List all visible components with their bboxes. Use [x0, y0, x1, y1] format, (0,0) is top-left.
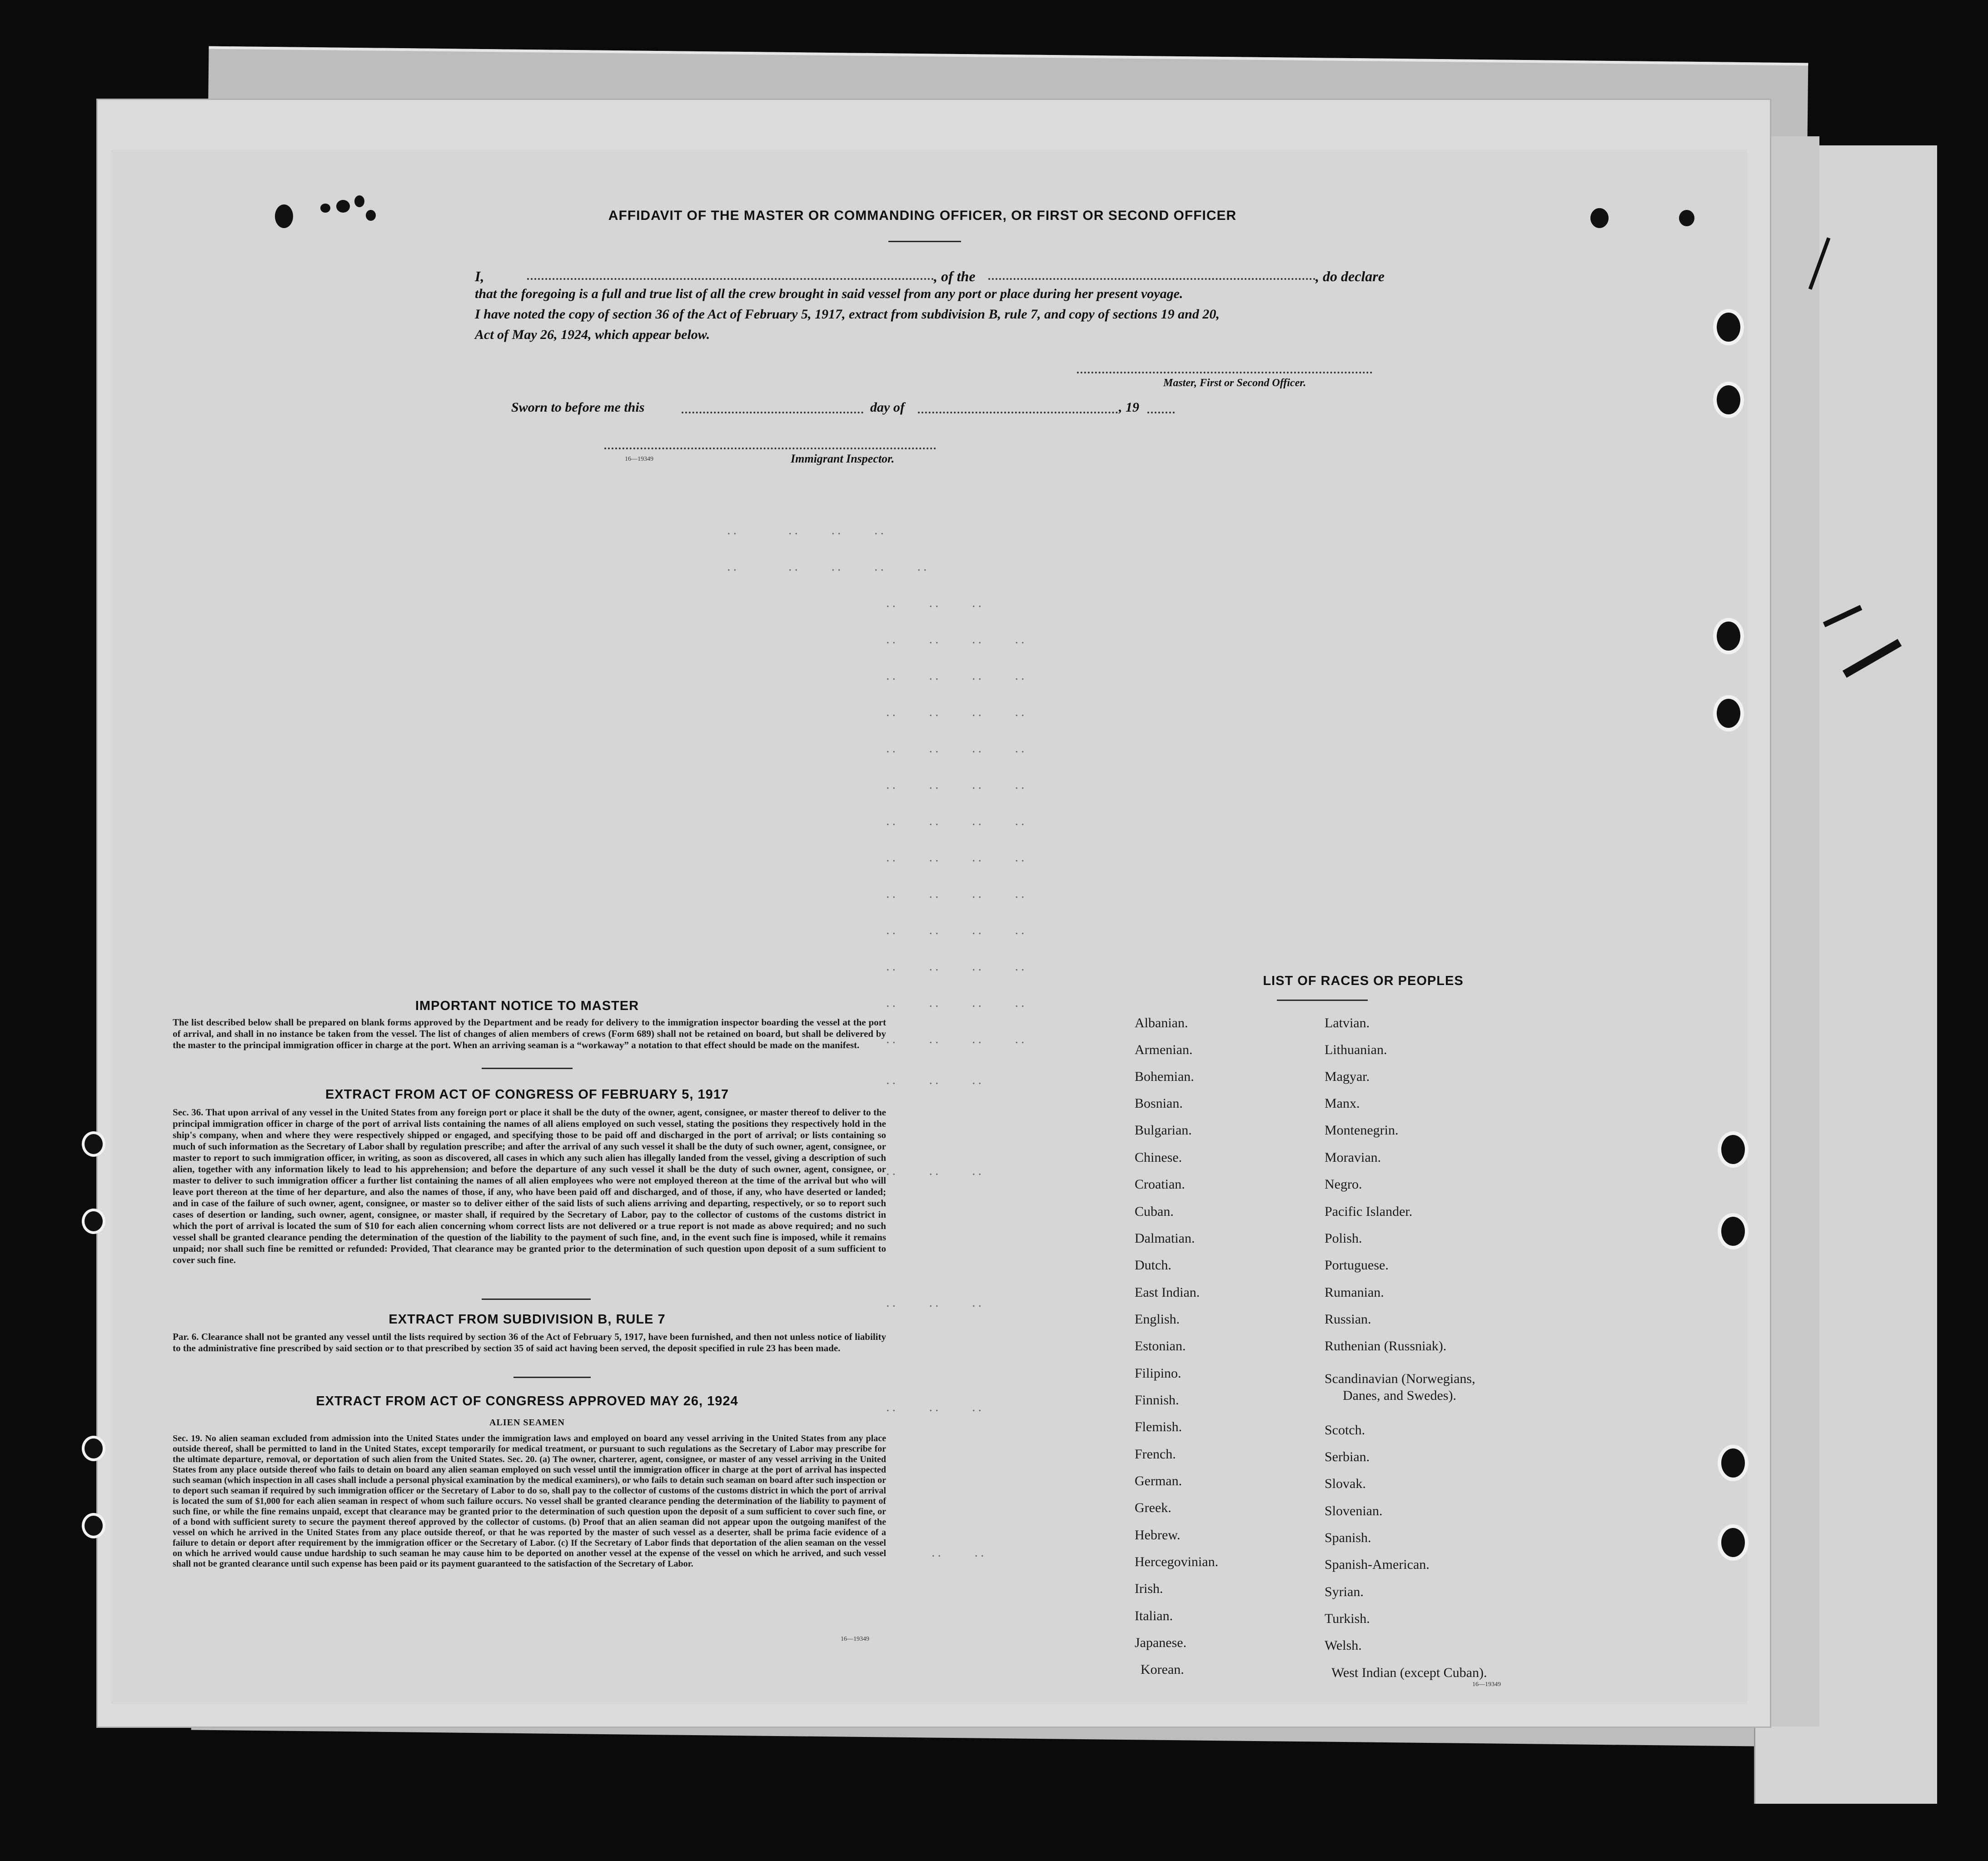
- show-through: .. .. ..: [886, 1163, 984, 1178]
- punch-hole-icon: [1718, 1445, 1749, 1481]
- signature-field[interactable]: [1077, 372, 1372, 373]
- race-item: Manx.: [1325, 1096, 1360, 1111]
- affidavit-text-line: I have noted the copy of section 36 of the Act of February 5, 1917, extract from subdivision B, rule 7, and copy of sections 19 and 20,: [475, 307, 1220, 322]
- notice-heading: IMPORTANT NOTICE TO MASTER: [415, 999, 639, 1013]
- affidavit-title: AFFIDAVIT OF THE MASTER OR COMMANDING OFFICER, OR FIRST OR SECOND OFFICER: [608, 208, 1237, 223]
- punch-hole-icon: [82, 1436, 105, 1461]
- ink-blot: [1590, 208, 1609, 228]
- race-item: Magyar.: [1325, 1069, 1370, 1084]
- divider: [888, 241, 961, 242]
- show-through: .. .. .. ..: [727, 522, 887, 537]
- race-item: Armenian.: [1135, 1042, 1193, 1057]
- race-item: English.: [1135, 1312, 1180, 1327]
- race-item: Portuguese.: [1325, 1258, 1389, 1273]
- race-item: Bulgarian.: [1135, 1123, 1192, 1138]
- race-item: Latvian.: [1325, 1015, 1370, 1030]
- race-item: Chinese.: [1135, 1150, 1182, 1165]
- ink-blot: [1679, 210, 1694, 226]
- form-number: 16—19349: [1472, 1681, 1501, 1688]
- race-item: Filipino.: [1135, 1366, 1181, 1381]
- race-item: French.: [1135, 1447, 1176, 1462]
- divider: [482, 1068, 573, 1069]
- name-field[interactable]: [527, 278, 934, 280]
- sworn-day-field[interactable]: [682, 412, 863, 413]
- race-item: Serbian.: [1325, 1449, 1370, 1464]
- race-item: East Indian.: [1135, 1285, 1200, 1300]
- show-through: .. .. .. ..: [886, 995, 1027, 1010]
- race-item: Finnish.: [1135, 1393, 1179, 1408]
- show-through: .. .. ..: [886, 1295, 984, 1310]
- race-item: Spanish.: [1325, 1530, 1371, 1545]
- extract-1924-body: Sec. 19. No alien seaman excluded from admission into the United States under the immigration laws and employed on board any vessel arriving in the United States from any place outside thereof, shall be permitted to land in the United States, except temporarily for medical treatment, or pursuant to such regulations as the Secretary of Labor may prescribe for the ultimate departure, removal, or deportation of such alien from the United States. Sec. 20. (a) The owner, charterer, agent, consignee, or master of any vessel arriving in the United States from any place outside thereof who fails to detain on board any alien seaman employed on such vessel until the immigration officer in charge at the port of arrival has inspected such seaman (which inspection in all cases shall include a personal physical examination by the medical examiners), or who fails to detain such seaman on board after such inspection or to deport such seaman if required by such immigration officer or the Secretary of Labor to do so, shall pay to the collector of customs of the customs district in which the port of arrival is located the sum of $1,000 for each alien seaman in respect of whom such failure occurs. No vessel shall be granted clearance pending the determination of the liability to payment of such fine, or while the fine remains unpaid, except that clearance may be granted prior to the determination of such question upon the deposit of a sum sufficient to cover such fine, or of a bond with sufficient surety to secure the payment thereof approved by the collector of customs. (b) Proof that an alien seaman did not appear upon the outgoing manifest of the vessel on which he arrived in the United States from any place outside thereof, or that he was reported by the master of such vessel as a deserter, shall be prima facie evidence of a failure to detain or deport after requirement by the immigration officer or the Secretary of Labor. (c) If the Secretary of Labor finds that deportation of the alien seaman on the vessel on which he arrived would cause undue hardship to such seaman he may cause him to be deported on another vessel at the expense of the vessel on which he arrived, and such vessel shall not be granted clearance until such expense has been paid or its payment guaranteed to the satisfaction of the Secretary of Labor.: [173, 1433, 886, 1569]
- day-of-label: day of: [870, 400, 905, 415]
- race-item: Pacific Islander.: [1325, 1204, 1413, 1219]
- race-item: Russian.: [1325, 1312, 1371, 1327]
- race-item: Syrian.: [1325, 1584, 1364, 1599]
- extract-rule7-heading: EXTRACT FROM SUBDIVISION B, RULE 7: [389, 1312, 666, 1327]
- show-through: .. ..: [932, 1545, 987, 1560]
- race-item: Welsh.: [1325, 1638, 1362, 1653]
- race-item: Scandinavian (Norwegians,: [1325, 1371, 1475, 1386]
- race-item: Scotch.: [1325, 1423, 1365, 1438]
- race-item: Polish.: [1325, 1231, 1362, 1246]
- form-number: 16—19349: [625, 456, 653, 463]
- year-label: , 19: [1119, 400, 1139, 415]
- affidavit-of: , of the: [934, 268, 976, 284]
- show-through: .. .. .. ..: [886, 959, 1027, 974]
- race-item: Moravian.: [1325, 1150, 1381, 1165]
- show-through: .. .. .. ..: [886, 632, 1027, 647]
- race-item: Bohemian.: [1135, 1069, 1194, 1084]
- punch-hole-icon: [82, 1131, 105, 1157]
- ink-blot: [275, 204, 293, 228]
- show-through: .. .. .. ..: [886, 886, 1027, 901]
- ink-blot: [320, 204, 330, 213]
- punch-hole-icon: [1713, 618, 1744, 654]
- race-item: Irish.: [1135, 1581, 1163, 1596]
- affidavit-declare: , do declare: [1315, 268, 1385, 284]
- race-item: Greek.: [1135, 1500, 1171, 1515]
- extract-rule7-body: Par. 6. Clearance shall not be granted any vessel until the lists required by section 36 of the Act of February 5, 1917, have been furnished, and then not unless notice of liability to the administrative fine prescribed by said section or to that prescribed by section 35 of said act having been served, the deposit specified in rule 23 has been made.: [173, 1331, 886, 1353]
- ink-blot: [336, 200, 350, 213]
- extract-1917-heading: EXTRACT FROM ACT OF CONGRESS OF FEBRUARY 5, 1917: [325, 1087, 729, 1102]
- race-item: Slovenian.: [1325, 1503, 1383, 1518]
- races-heading: LIST OF RACES OR PEOPLES: [1263, 974, 1464, 988]
- punch-hole-icon: [1713, 695, 1744, 731]
- affidavit-text-line: that the foregoing is a full and true list of all the crew brought in said vessel from any port or place during her present voyage.: [475, 286, 1183, 301]
- show-through: .. .. .. .. ..: [727, 559, 930, 574]
- race-item: Danes, and Swedes).: [1343, 1388, 1456, 1403]
- show-through: .. .. .. ..: [886, 741, 1027, 756]
- affidavit-i: I,: [475, 268, 484, 284]
- race-item: Slovak.: [1325, 1476, 1366, 1491]
- punch-hole-icon: [82, 1209, 105, 1234]
- race-item: Korean.: [1141, 1662, 1184, 1677]
- extract-1924-heading: EXTRACT FROM ACT OF CONGRESS APPROVED MAY 26, 1924: [316, 1394, 738, 1408]
- punch-hole-icon: [1713, 309, 1744, 345]
- race-item: Cuban.: [1135, 1204, 1174, 1219]
- punch-hole-icon: [1718, 1524, 1749, 1561]
- race-item: Turkish.: [1325, 1611, 1370, 1626]
- show-through: .. .. .. ..: [886, 1031, 1027, 1046]
- race-item: Croatian.: [1135, 1177, 1185, 1192]
- vessel-field[interactable]: [988, 278, 1315, 280]
- sworn-month-field[interactable]: [918, 412, 1118, 413]
- punch-hole-icon: [1718, 1131, 1749, 1168]
- divider: [513, 1377, 591, 1378]
- race-item: Lithuanian.: [1325, 1042, 1387, 1057]
- ink-blot: [354, 195, 364, 207]
- race-item: Flemish.: [1135, 1419, 1182, 1434]
- sworn-label: Sworn to before me this: [511, 400, 645, 415]
- form-number: 16—19349: [841, 1636, 869, 1642]
- punch-hole-icon: [82, 1513, 105, 1538]
- show-through: .. .. ..: [886, 1399, 984, 1414]
- race-item: West Indian (except Cuban).: [1331, 1665, 1487, 1680]
- sworn-year-field[interactable]: [1147, 412, 1175, 413]
- race-item: Ruthenian (Russniak).: [1325, 1339, 1447, 1353]
- show-through: .. .. .. ..: [886, 922, 1027, 937]
- race-item: Dutch.: [1135, 1258, 1171, 1273]
- race-item: Estonian.: [1135, 1339, 1186, 1353]
- race-item: Bosnian.: [1135, 1096, 1183, 1111]
- affidavit-text-line: Act of May 26, 1924, which appear below.: [475, 327, 710, 342]
- ink-blot: [366, 210, 376, 221]
- race-item: Montenegrin.: [1325, 1123, 1399, 1138]
- show-through: .. .. .. ..: [886, 850, 1027, 865]
- punch-hole-icon: [1718, 1213, 1749, 1249]
- alien-seamen-subheading: ALIEN SEAMEN: [489, 1418, 565, 1428]
- show-through: .. .. .. ..: [886, 777, 1027, 792]
- race-item: Italian.: [1135, 1608, 1173, 1623]
- show-through: .. .. .. ..: [886, 704, 1027, 719]
- inspector-signature-field[interactable]: [604, 448, 936, 449]
- race-item: Japanese.: [1135, 1635, 1187, 1650]
- race-item: Spanish-American.: [1325, 1557, 1430, 1572]
- show-through: .. .. .. ..: [886, 813, 1027, 828]
- divider: [482, 1299, 591, 1300]
- show-through: .. .. ..: [886, 1072, 984, 1087]
- race-item: Negro.: [1325, 1177, 1362, 1192]
- show-through: .. .. ..: [886, 595, 984, 610]
- race-item: German.: [1135, 1473, 1182, 1488]
- notice-body: The list described below shall be prepared on blank forms approved by the Department and be ready for delivery to the immigration inspector boarding the vessel at the port of arrival, and shall in no instance be taken from the vessel. The list of changes of alien members of crews (Form 689) shall not be retained on board, but shall be delivered by the master to the principal immigration officer in charge at the port. When an arriving seaman is a “workaway” a notation to that effect should be made on the manifest.: [173, 1017, 886, 1050]
- race-item: Albanian.: [1135, 1015, 1188, 1030]
- race-item: Hercegovinian.: [1135, 1554, 1219, 1569]
- signature-label: Master, First or Second Officer.: [1163, 377, 1306, 389]
- race-item: Rumanian.: [1325, 1285, 1384, 1300]
- inspector-label: Immigrant Inspector.: [791, 452, 895, 465]
- race-item: Dalmatian.: [1135, 1231, 1195, 1246]
- extract-1917-body: Sec. 36. That upon arrival of any vessel in the United States from any foreign port or place it shall be the duty of the owner, agent, consignee, or master thereof to deliver to the principal immigration officer in charge of the port of arrival lists containing the names of all aliens employed on such vessel, stating the positions they respectively hold in the ship's company, when and where they were respectively shipped or engaged, and specifying those to be paid off and discharged in the port of arrival; or lists containing so much of such information as the Secretary of Labor shall by regulation prescribe; and after the arrival of any such vessel it shall be the duty of such owner, agent, consignee, or master to report to such immigration officer, in writing, as soon as discovered, all cases in which any such alien has illegally landed from the vessel, giving a description of such alien, together with any information likely to lead to his apprehension; and before the departure of any such vessel it shall be the duty of such owner, agent, consignee, or master to deliver to such immigration officer a further list containing the names of all alien employees who were not employed thereon at the time of the arrival but who will leave port thereon at the time of her departure, and also the names of those, if any, who have been paid off and discharged, and of those, if any, who have deserted or landed; and in case of the failure of such owner, agent, consignee, or master so to deliver either of the said lists of such aliens arriving and departing, respectively, or so to report such cases of desertion or landing, such owner, agent, consignee, or master shall, if required by the Secretary of Labor, pay to the collector of customs of the customs district in which the port of arrival is located the sum of $10 for each alien concerning whom correct lists are not delivered or a true report is not made as above required; and no such vessel shall be granted clearance pending the determination of the question of the liability to the payment of such fine, and, in the event such fine is imposed, while it remains unpaid; nor shall such fine be remitted or refunded: Provided, That clearance may be granted prior to the determination of such question upon deposit of a sum sufficient to cover such fine.: [173, 1107, 886, 1265]
- show-through: .. .. .. ..: [886, 668, 1027, 683]
- race-item: Hebrew.: [1135, 1528, 1181, 1543]
- divider: [1277, 1000, 1368, 1001]
- punch-hole-icon: [1713, 382, 1744, 418]
